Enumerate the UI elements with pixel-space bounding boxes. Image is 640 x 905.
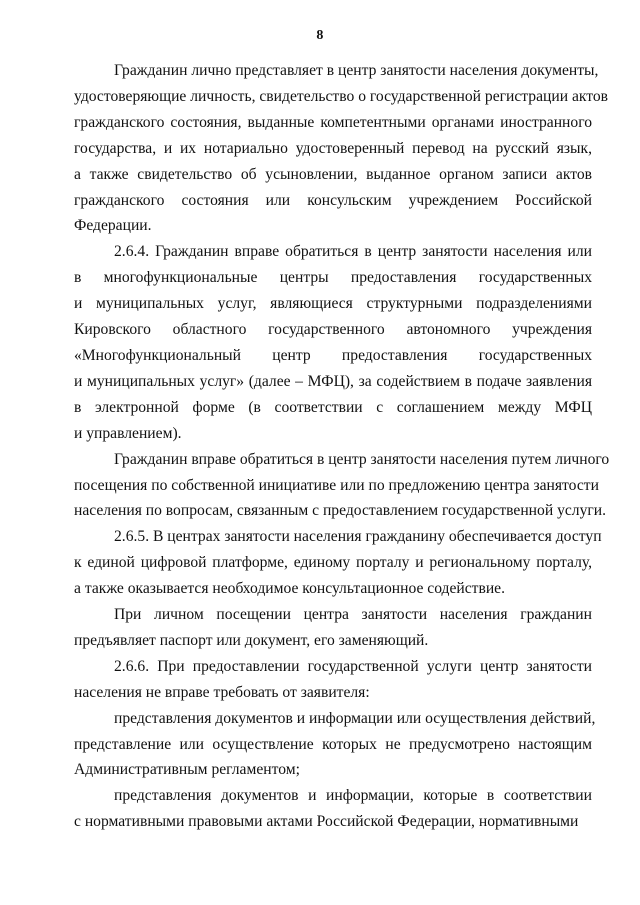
text-line: Гражданин вправе обратиться в центр занятости населения путем личного [114,450,610,468]
text-line: 2.6.4. Гражданин вправе обратиться в центр занятости населения или [114,243,592,261]
text-line: Кировского областного государственного автономного учреждения [74,321,592,339]
text-line: представления документов и информации или осуществления действий, [114,709,596,727]
text-line: с нормативными правовыми актами Российской Федерации, нормативными [74,813,579,831]
text-line: Федерации. [74,217,152,235]
text-line: государства, и их нотариально удостоверенный перевод на русский язык, [74,139,592,157]
text-line: гражданского состояния, выданные компетентными органами иностранного [74,113,592,131]
text-line: 2.6.6. При предоставлении государственной услуги центр занятости [114,657,592,675]
text-line: гражданского состояния или консульским учреждением Российской [74,191,592,209]
document-body [74,58,610,835]
paragraph-actions [74,706,596,784]
text-line: населения по вопросам, связанным с предоставлением государственной услуги. [74,502,606,520]
paragraph-normative [74,783,592,835]
text-line: представление или осуществление которых не предусмотрено настоящим [74,735,592,753]
page-number: 8 [316,28,324,43]
paragraph-2-6-4 [74,239,592,446]
text-line: и муниципальных услуг» (далее – МФЦ), за содействием в подаче заявления [74,372,592,390]
paragraph-2-6-6 [74,654,592,706]
text-line: «Многофункциональный центр предоставления государственных [74,346,592,364]
text-line: к единой цифровой платформе, единому порталу и региональному порталу, [74,554,592,572]
text-line: и муниципальных услуг, являющиеся структурными подразделениями [74,295,592,313]
text-line: а также свидетельство об усыновлении, выданное органом записи актов [74,165,592,183]
paragraph-2-6-5 [74,524,602,602]
text-line: удостоверяющие личность, свидетельство о государственной регистрации актов [74,87,609,105]
text-line: предъявляет паспорт или документ, его заменяющий. [74,631,429,649]
text-line: населения не вправе требовать от заявителя: [74,683,370,701]
paragraph-personal-visit [74,447,610,525]
text-line: в электронной форме (в соответствии с соглашением между МФЦ [74,398,592,416]
paragraph-documents [74,58,609,239]
text-line: Административным регламентом; [74,761,300,779]
text-line: При личном посещении центра занятости населения гражданин [114,606,592,624]
text-line: в многофункциональные центры предоставления государственных [74,269,592,287]
paragraph-passport [74,602,592,654]
text-line: 2.6.5. В центрах занятости населения гражданину обеспечивается доступ [114,528,602,546]
text-line: Гражданин лично представляет в центр занятости населения документы, [114,62,599,79]
text-line: посещения по собственной инициативе или по предложению центра занятости [74,476,599,494]
text-line: представления документов и информации, которые в соответствии [114,787,592,805]
text-line: и управлением). [74,424,182,442]
text-line: а также оказывается необходимое консультационное содействие. [74,580,506,598]
